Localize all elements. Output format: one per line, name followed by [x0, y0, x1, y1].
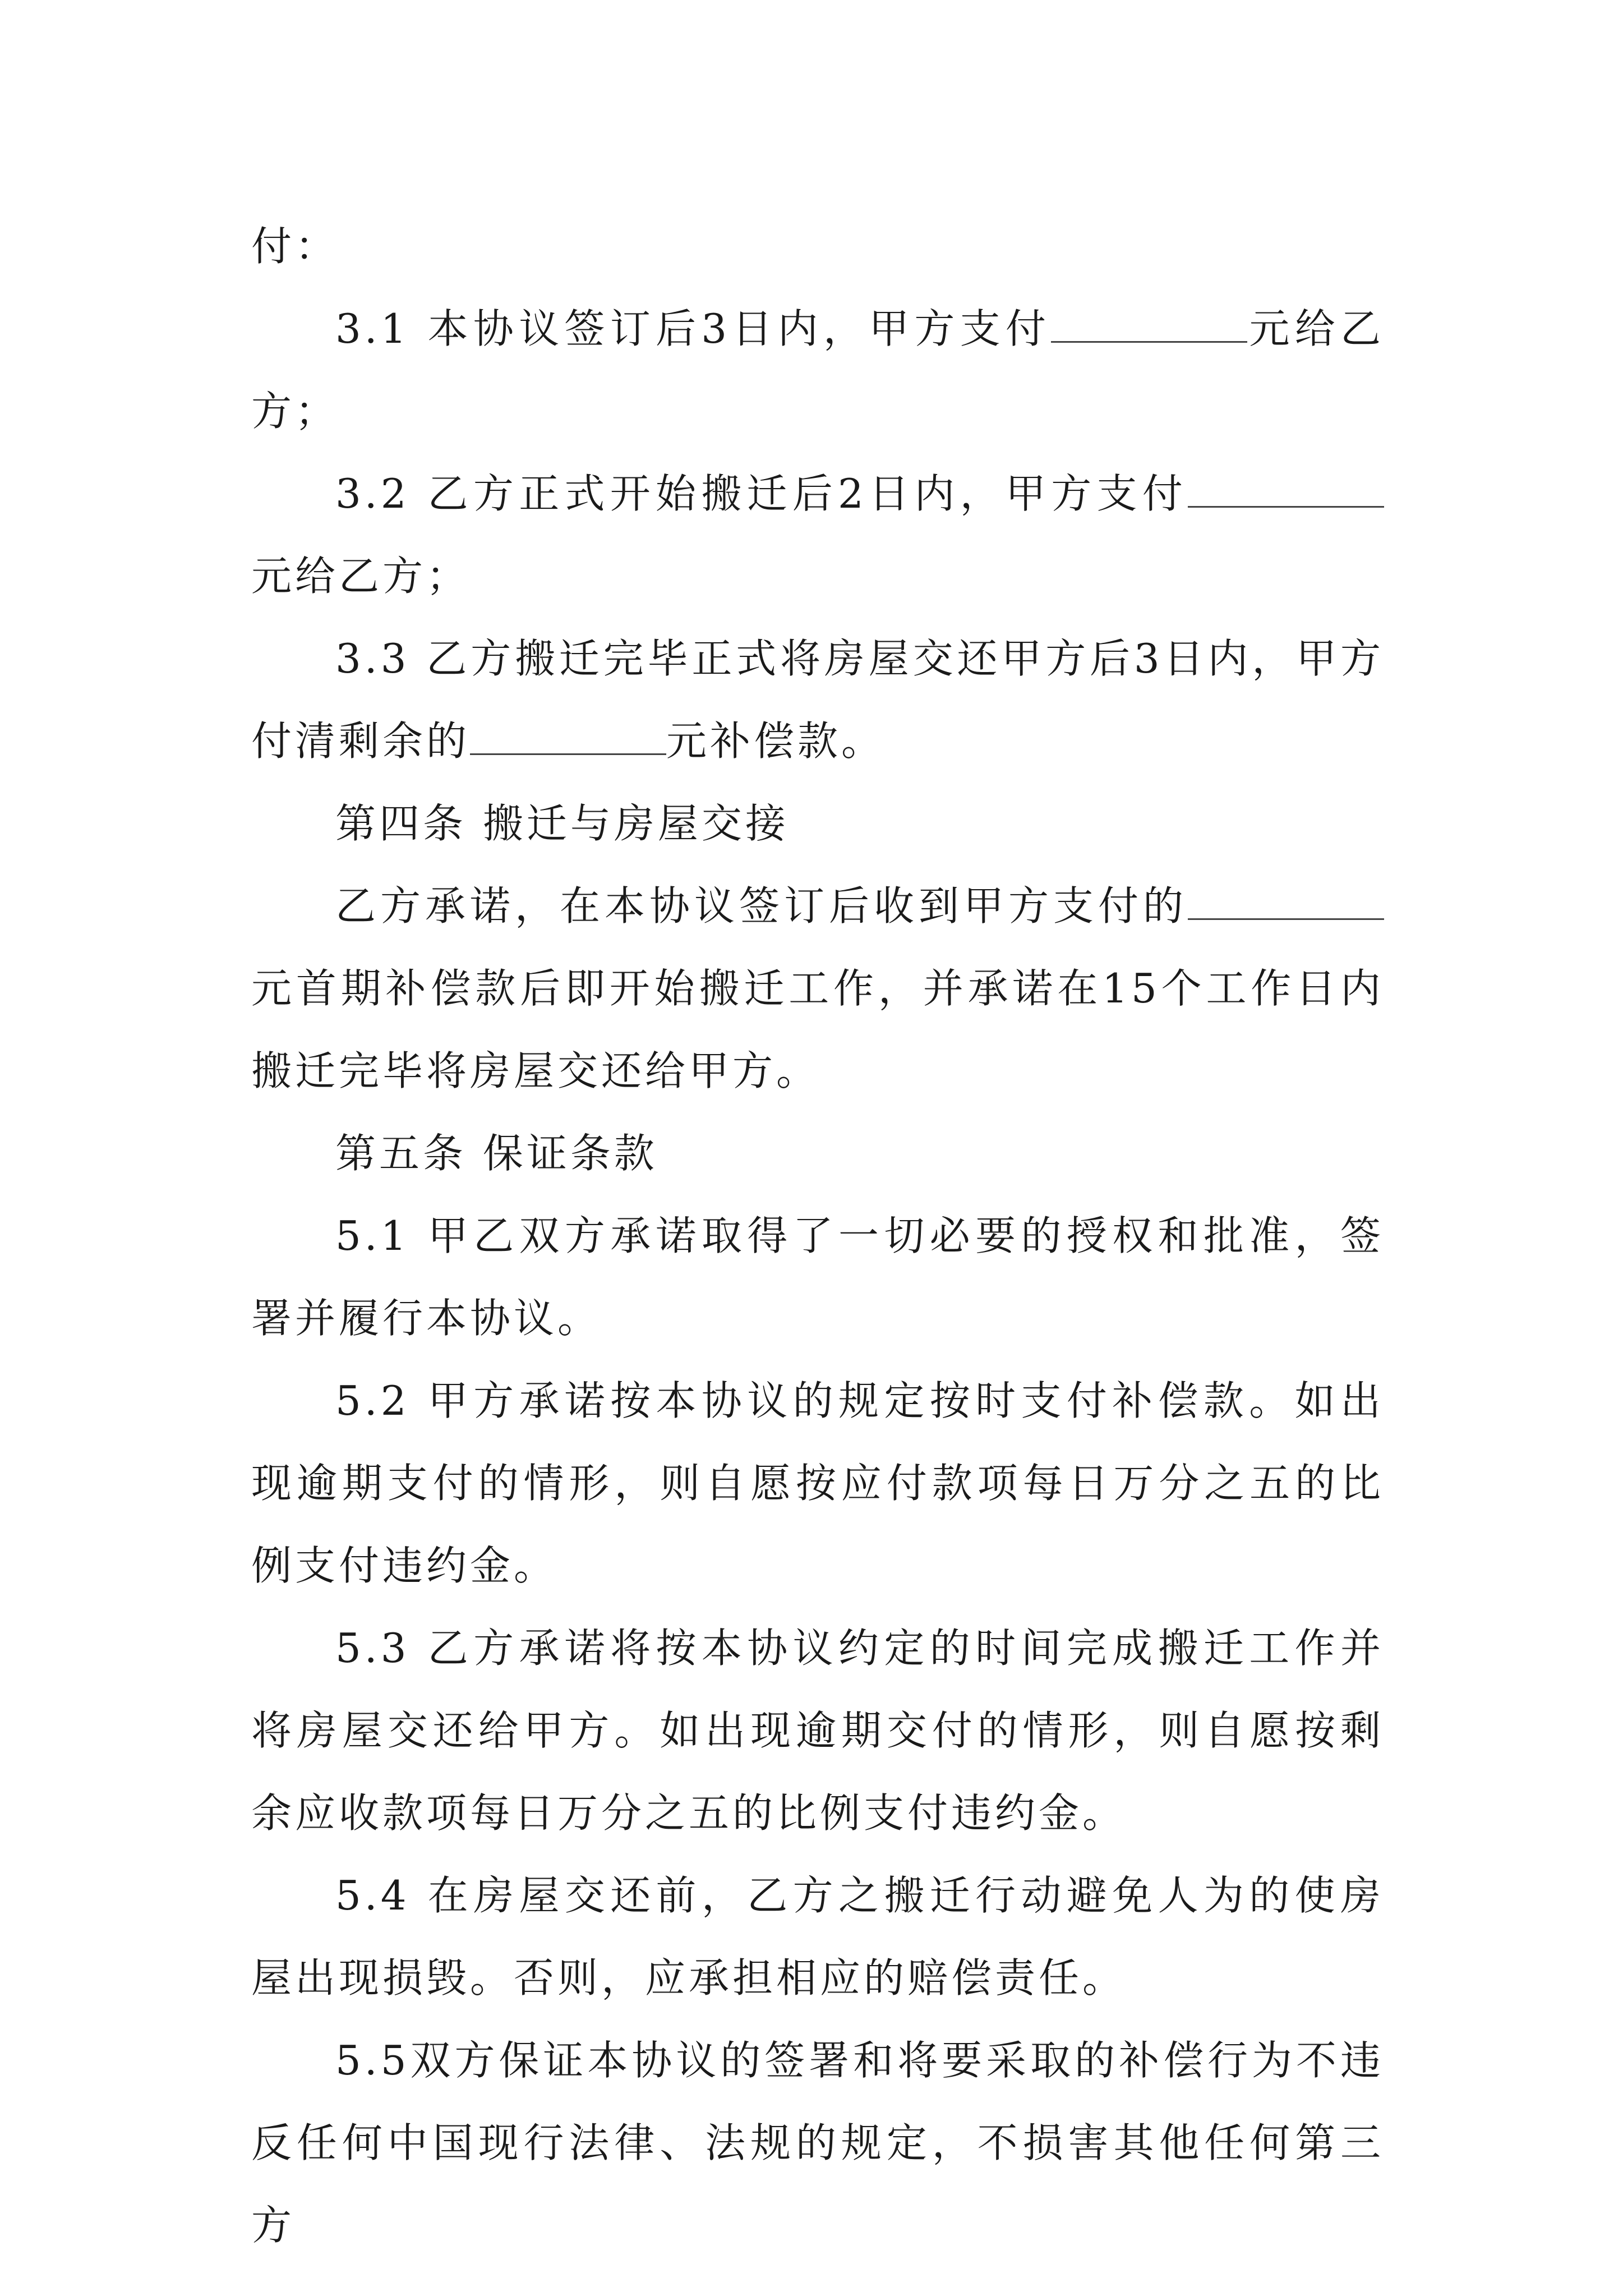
clause-5-1 [251, 1195, 1384, 1360]
clause-text: 元给乙方； [251, 553, 471, 600]
document-body [251, 205, 1384, 2267]
fill-in-blank[interactable] [1188, 472, 1384, 508]
clause-text: 5.5双方保证本协议的签署和将要采取的补偿行为不违反任何中国现行法律、法规的规定，不损害其他任何第三方 [251, 2037, 1384, 2249]
fill-in-blank[interactable] [1051, 307, 1247, 343]
clause-5-3 [251, 1607, 1384, 1855]
paragraph-text: 付： [251, 223, 339, 270]
clause-text: 5.1 甲乙双方承诺取得了一切必要的授权和批准，签署并履行本协议。 [251, 1212, 1384, 1342]
clause-text: 5.2 甲方承诺按本协议的规定按时支付补偿款。如出现逾期支付的情形，则自愿按应付款项每日万分之五的比例支付违约金。 [251, 1377, 1384, 1589]
clause-5-2 [251, 1360, 1384, 1607]
heading-text: 第五条 保证条款 [335, 1130, 658, 1177]
clause-3-3 [251, 618, 1384, 783]
article-5-heading [251, 1112, 1384, 1195]
heading-text: 第四条 搬迁与房屋交接 [335, 800, 789, 847]
article-4-body [251, 865, 1384, 1112]
clause-text: 乙方承诺，在本协议签订后收到甲方支付的 [335, 882, 1188, 930]
fill-in-blank[interactable] [1188, 885, 1384, 920]
clause-text: 3.3 乙方搬迁完毕正式将房屋交还甲方后3日内，甲方付清剩余的 [251, 635, 1384, 765]
clause-text: 5.4 在房屋交还前，乙方之搬迁行动避免人为的使房屋出现损毁。否则，应承担相应的赔偿责任。 [251, 1872, 1384, 2001]
clause-5-5 [251, 2019, 1384, 2267]
clause-text: 元首期补偿款后即开始搬迁工作，并承诺在15个工作日内搬迁完毕将房屋交还给甲方。 [251, 965, 1384, 1094]
paragraph-continuation [251, 205, 1384, 288]
fill-in-blank[interactable] [470, 720, 666, 755]
clause-3-2 [251, 453, 1384, 618]
clause-3-1 [251, 288, 1384, 453]
clause-5-4 [251, 1855, 1384, 2019]
article-4-heading [251, 783, 1384, 865]
clause-text: 3.1 本协议签订后3日内，甲方支付 [335, 305, 1052, 352]
clause-text: 5.3 乙方承诺将按本协议约定的时间完成搬迁工作并将房屋交还给甲方。如出现逾期交付的情形，则自愿按剩余应收款项每日万分之五的比例支付违约金。 [251, 1625, 1384, 1837]
clause-text: 元补偿款。 [666, 717, 886, 765]
clause-text: 元给乙方； [251, 305, 1384, 435]
clause-text: 3.2 乙方正式开始搬迁后2日内，甲方支付 [335, 470, 1188, 517]
